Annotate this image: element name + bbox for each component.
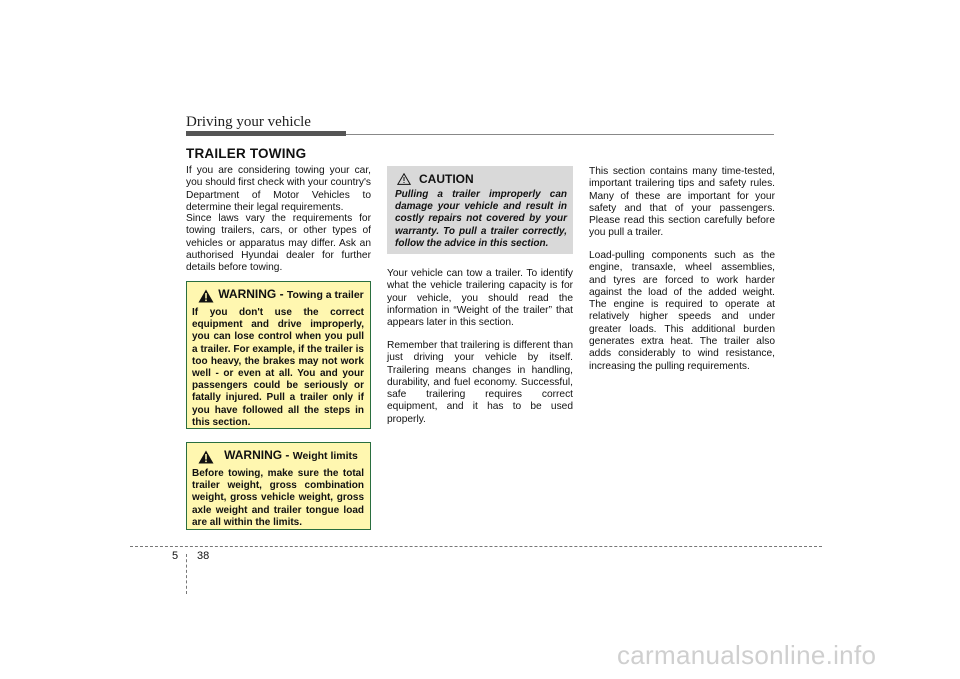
caution-text: Pulling a trailer improperly can damage your vehicle and result in costly repairs not covered by your warranty. To pull a trailer correctly, follow the advice in this section.	[395, 189, 567, 249]
header-rule-thin	[346, 134, 774, 135]
warning-weight-box	[186, 442, 371, 530]
footer-divider	[186, 554, 187, 594]
warning-triangle-icon	[198, 289, 214, 303]
caution-title: CAUTION	[419, 172, 474, 186]
warning-towing-box	[186, 281, 371, 429]
chapter-number: 5	[172, 550, 179, 562]
warning-weight-text: Before towing, make sure the total trailer weight, gross combination weight, gross vehicle weight, gross axle weight and trailer tongue load are all within the limits.	[192, 468, 364, 528]
watermark: carmanualsonline.info	[617, 640, 877, 670]
warning-towing-text: If you don't use the correct equipment and drive improperly, you can lose control when you pull a trailer. For example, if the trailer is too heavy, the brakes may not work well - or even at all. You and your passengers could be seriously or fatally injured. Pull a trailer only if you have followed all the steps in this section.	[192, 307, 364, 428]
left-paragraph-1: If you are considering towing your car, you should first check with your country's Department of Motor Vehicles to determine their legal requirements.	[186, 165, 371, 213]
caution-triangle-icon	[397, 173, 411, 185]
warning-triangle-icon	[198, 450, 214, 464]
warning-weight-title	[218, 449, 364, 463]
header-rule-thick	[186, 131, 346, 136]
warning-towing-title	[218, 288, 364, 302]
section-title: TRAILER TOWING	[186, 146, 307, 161]
page-number: 38	[197, 550, 210, 562]
right-paragraph-1: This section contains many time-tested, important trailering tips and safety rules. Many of these are important for your safety and that of your passengers. Please read this section carefully before you pull a trailer.	[589, 166, 775, 239]
middle-paragraph-2: Remember that trailering is different than just driving your vehicle by itself. Trailering means changes in handling, durability, and fuel economy. Successful, safe trailering requires correct equipment, and it has to be used properly.	[387, 340, 573, 425]
caution-box	[387, 166, 573, 254]
warning-subject: Towing a trailer	[286, 289, 364, 301]
middle-paragraph-1: Your vehicle can tow a trailer. To identify what the vehicle trailering capacity is for your vehicle, you should read the information in “Weight of the trailer” that appears later in this section.	[387, 268, 573, 329]
footer-rule	[130, 546, 822, 547]
right-paragraph-2: Load-pulling components such as the engine, transaxle, wheel assemblies, and tyres are forced to work harder against the load of the added weight. The engine is required to operate at relatively higher speeds and under greater loads. This additional burden generates extra heat. The trailer also adds considerably to wind resistance, increasing the pulling requirements.	[589, 250, 775, 372]
warning-label: WARNING -	[218, 287, 287, 301]
left-paragraph-2: Since laws vary the requirements for towing trailers, cars, or other types of vehicles or apparatus may differ. Ask an authorised Hyundai dealer for further details before towing.	[186, 213, 371, 274]
chapter-header: Driving your vehicle	[186, 114, 311, 130]
warning-subject: Weight limits	[292, 450, 358, 462]
warning-label: WARNING -	[224, 448, 293, 462]
